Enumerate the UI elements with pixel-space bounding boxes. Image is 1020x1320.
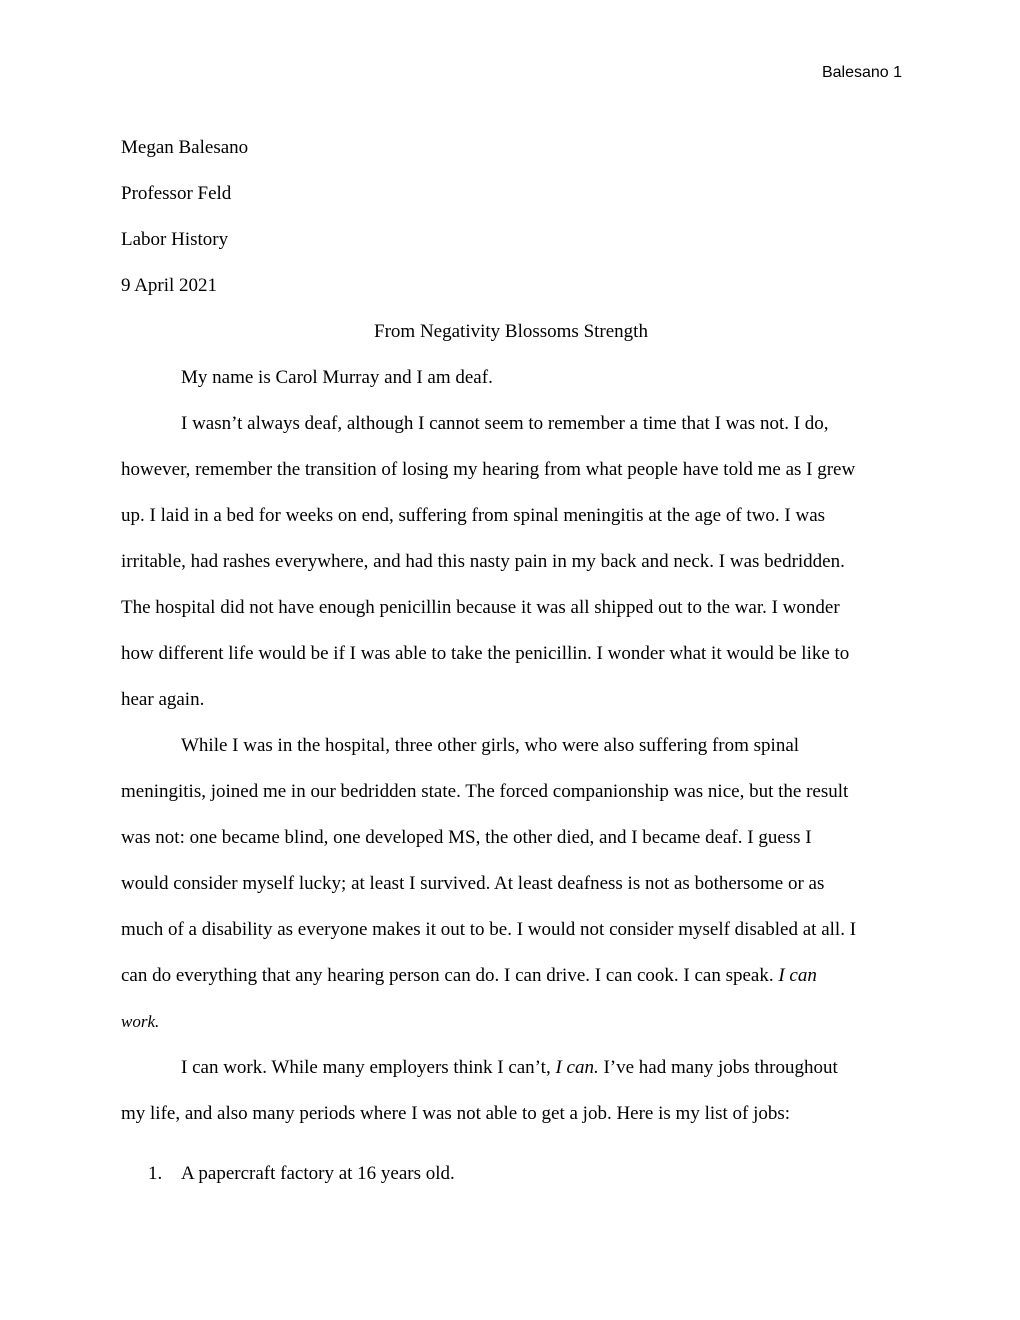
- essay-body: [121, 125, 901, 1197]
- paragraph-line: meningitis, joined me in our bedridden state. The forced companionship was nice, but the result: [121, 781, 849, 802]
- paragraph-1: [121, 355, 901, 401]
- emphasis-text: I can.: [555, 1057, 599, 1078]
- paragraph-line: was not: one became blind, one developed MS, the other died, and I became deaf. I guess I: [121, 827, 812, 848]
- emphasis-text: I can: [778, 965, 817, 986]
- paragraph-line: [121, 953, 901, 999]
- paragraph-4: [121, 1045, 901, 1137]
- paragraph-line: [121, 999, 901, 1045]
- paragraph-line: much of a disability as everyone makes it out to be. I would not consider myself disabled at all. I: [121, 919, 857, 940]
- course-name: Labor History: [121, 229, 229, 250]
- essay-date: 9 April 2021: [121, 275, 218, 296]
- emphasis-text: work.: [121, 1012, 160, 1031]
- list-item-text: A papercraft factory at 16 years old.: [181, 1163, 455, 1184]
- paragraph-line: While I was in the hospital, three other girls, who were also suffering from spinal: [181, 735, 800, 756]
- paragraph-line: [121, 1045, 901, 1091]
- paragraph-line: I wasn’t always deaf, although I cannot seem to remember a time that I was not. I do,: [181, 413, 829, 434]
- list-number: 1.: [148, 1163, 163, 1184]
- paragraph-text: I can work. While many employers think I can’t,: [181, 1057, 556, 1078]
- list-item: [121, 1151, 901, 1197]
- paragraph-2: [121, 401, 901, 723]
- paragraph-line: however, remember the transition of losing my hearing from what people have told me as I grew: [121, 459, 856, 480]
- paragraph-line: how different life would be if I was able to take the penicillin. I wonder what it would be like to: [121, 643, 850, 664]
- running-head: Balesano 1: [821, 64, 902, 81]
- essay-title: From Negativity Blossoms Strength: [374, 321, 648, 342]
- paragraph-line: my life, and also many periods where I was not able to get a job. Here is my list of jobs:: [121, 1103, 791, 1124]
- paragraph-line: irritable, had rashes everywhere, and had this nasty pain in my back and neck. I was bedridden.: [121, 551, 845, 572]
- paragraph-line: would consider myself lucky; at least I survived. At least deafness is not as bothersome or as: [121, 873, 825, 894]
- paragraph-line: The hospital did not have enough penicillin because it was all shipped out to the war. I wonder: [121, 597, 840, 618]
- paragraph-text: can do everything that any hearing person can do. I can drive. I can cook. I can speak.: [121, 965, 779, 986]
- paragraph-3: [121, 723, 901, 1045]
- paragraph-line: up. I laid in a bed for weeks on end, suffering from spinal meningitis at the age of two. I was: [121, 505, 826, 526]
- instructor-name: Professor Feld: [121, 183, 232, 204]
- paragraph-text: I’ve had many jobs throughout: [598, 1057, 838, 1078]
- jobs-list: [121, 1151, 901, 1197]
- paragraph-line: My name is Carol Murray and I am deaf.: [181, 367, 493, 388]
- paragraph-line: hear again.: [121, 689, 205, 710]
- author-name: Megan Balesano: [121, 137, 249, 158]
